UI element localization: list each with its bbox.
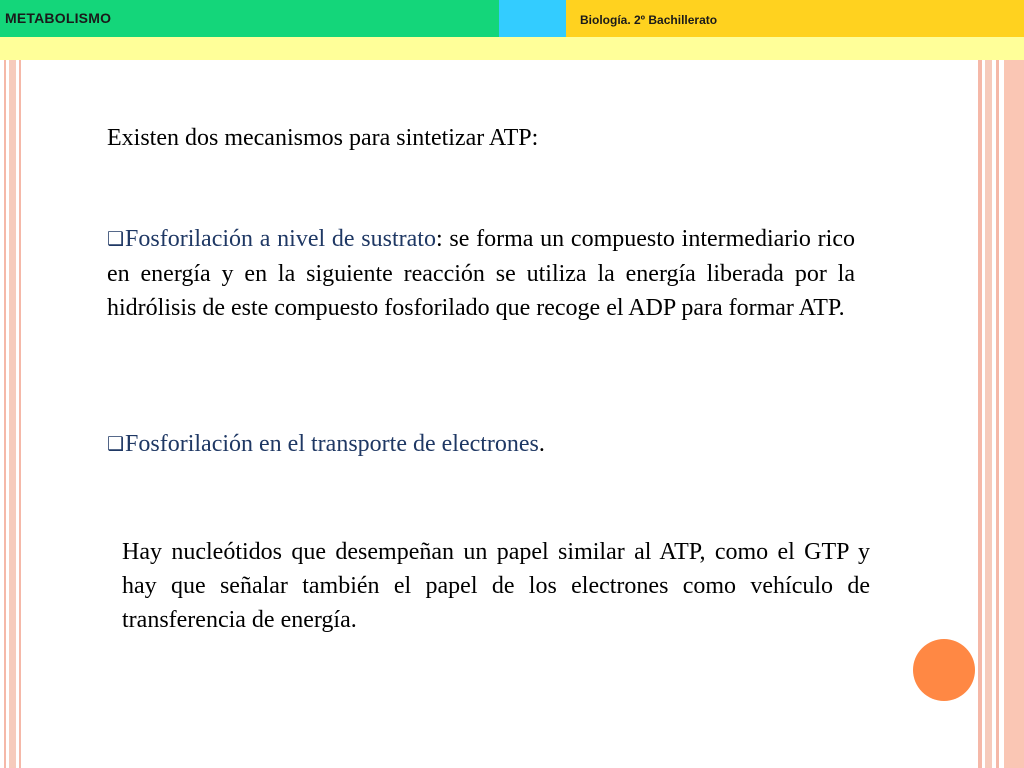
bullet-term: Fosforilación en el transporte de electrones [125,431,539,457]
header-title: METABOLISMO [5,10,112,26]
left-stripe [19,60,21,768]
bullet-item-substrate [107,222,855,325]
intro-text: Existen dos mecanismos para sintetizar ATP: [107,125,539,151]
bullet-text: : se forma un compuesto intermediario rico en energía y en la siguiente reacción se utiliza la energía liberada por la hidrólisis de este compuesto fosforilado que recoge el ADP para formar ATP. [107,226,855,321]
bullet-text: . [538,431,545,457]
right-stripe [996,60,999,768]
header-subtitle: Biología. 2º Bachillerato [580,13,718,27]
right-stripe [1004,60,1024,768]
right-stripe [978,60,982,768]
note-text: Hay nucleótidos que desempeñan un papel similar al ATP, como el GTP y hay que señalar también el papel de los electrones como vehículo de transferencia de energía. [122,539,870,633]
header-blue-band [499,0,566,37]
left-stripe [4,60,6,768]
checkbox-icon: ❑ [107,433,125,455]
left-stripe [9,60,16,768]
orange-circle-decoration [913,639,975,701]
checkbox-icon: ❑ [107,228,125,250]
right-stripe [985,60,992,768]
bullet-item-electron-transport [107,427,867,462]
header-underline-band [0,37,1024,60]
bullet-term: Fosforilación a nivel de sustrato [125,226,436,252]
